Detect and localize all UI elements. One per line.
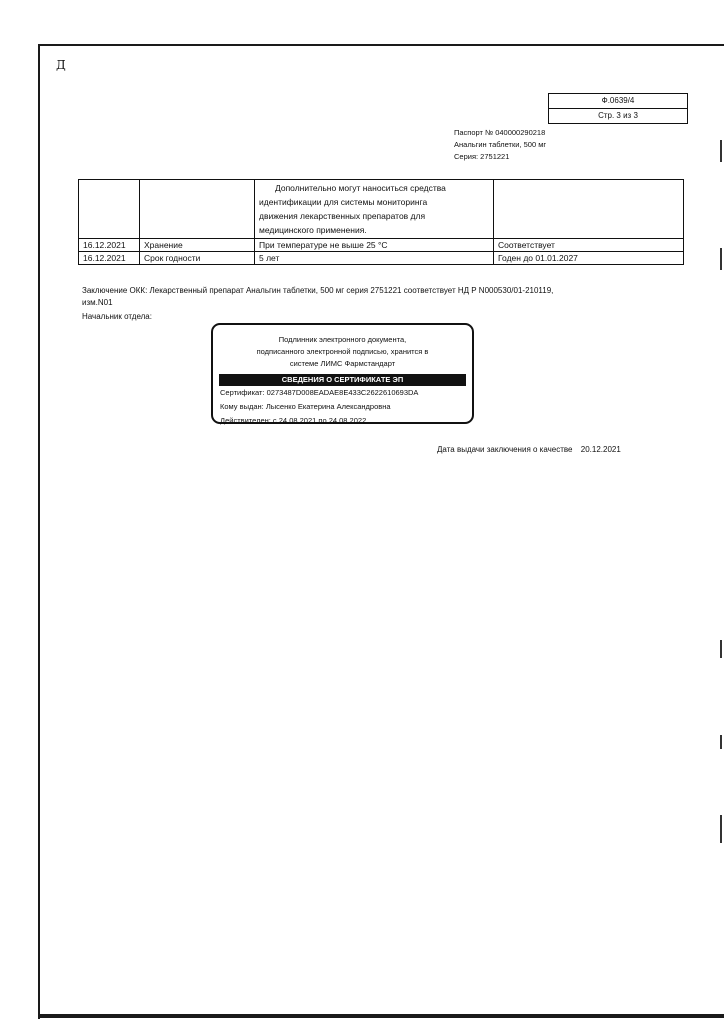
passport-product: Анальгин таблетки, 500 мг — [454, 140, 547, 149]
conclusion-line: изм.N01 — [82, 298, 113, 307]
scan-mark-right — [720, 248, 722, 270]
esig-certificate: Сертификат: 0273487D008EADAE8E433C2622610693DA — [220, 388, 419, 397]
passport-number: Паспорт № 040000290218 — [454, 128, 546, 137]
text-line: движения лекарственных препаратов для — [259, 211, 426, 221]
row-requirement: 5 лет — [255, 252, 494, 265]
text-line: Дополнительно могут наноситься средства — [275, 183, 446, 193]
table-row — [79, 180, 684, 239]
row-result: Соответствует — [494, 239, 684, 252]
continuation-cell — [255, 180, 494, 239]
test-results-table — [78, 179, 684, 265]
conclusion — [82, 285, 553, 309]
scan-mark-right — [720, 735, 722, 749]
head-of-department: Начальник отдела: — [82, 312, 152, 321]
issue-date-label: Дата выдачи заключения о качестве — [437, 445, 573, 454]
form-number-box — [548, 93, 688, 124]
issue-date-value: 20.12.2021 — [580, 445, 621, 454]
esig-header-bar: СВЕДЕНИЯ О СЕРТИФИКАТЕ ЭП — [219, 374, 466, 386]
esig-title-line: подписанного электронной подписью, хранится в — [256, 347, 429, 356]
text-line: медицинского применения. — [259, 225, 367, 235]
conclusion-line: Заключение ОКК: Лекарственный препарат Анальгин таблетки, 500 мг серия 2751221 соответствует НД Р N000530/01-210119, — [82, 286, 554, 295]
row-result: Годен до 01.01.2027 — [494, 252, 684, 265]
table-cell — [79, 180, 140, 239]
scan-mark-right — [720, 140, 722, 162]
page-number: Стр. 3 из 3 — [549, 108, 687, 123]
text-line: идентификации для системы мониторинга — [259, 197, 428, 207]
table-row — [79, 252, 684, 265]
scan-mark-right — [720, 815, 722, 843]
table-cell — [494, 180, 684, 239]
scan-edge-top — [38, 44, 724, 46]
issue-date — [437, 445, 621, 454]
scan-mark-right — [720, 640, 722, 658]
row-test: Срок годности — [140, 252, 255, 265]
esig-title-line: Подлинник электронного документа, — [278, 335, 407, 344]
table-cell — [140, 180, 255, 239]
corner-mark: Д — [56, 58, 66, 72]
row-date: 16.12.2021 — [79, 252, 140, 265]
row-test: Хранение — [140, 239, 255, 252]
row-date: 16.12.2021 — [79, 239, 140, 252]
passport-series: Серия: 2751221 — [454, 152, 510, 161]
scan-edge-bottom — [38, 1014, 724, 1018]
esig-valid: Действителен: с 24.08.2021 по 24.08.2022 — [220, 416, 367, 425]
table-row — [79, 239, 684, 252]
passport-block — [454, 127, 546, 163]
row-requirement: При температуре не выше 25 °С — [255, 239, 494, 252]
scan-edge-left — [38, 44, 40, 1019]
electronic-signature-stamp — [211, 323, 474, 424]
esig-issued-to: Кому выдан: Лысенко Екатерина Александровна — [220, 402, 391, 411]
esig-title — [213, 334, 472, 370]
form-code: Ф.0639/4 — [601, 96, 635, 105]
esig-title-line: системе ЛИМС Фармстандарт — [289, 359, 396, 368]
